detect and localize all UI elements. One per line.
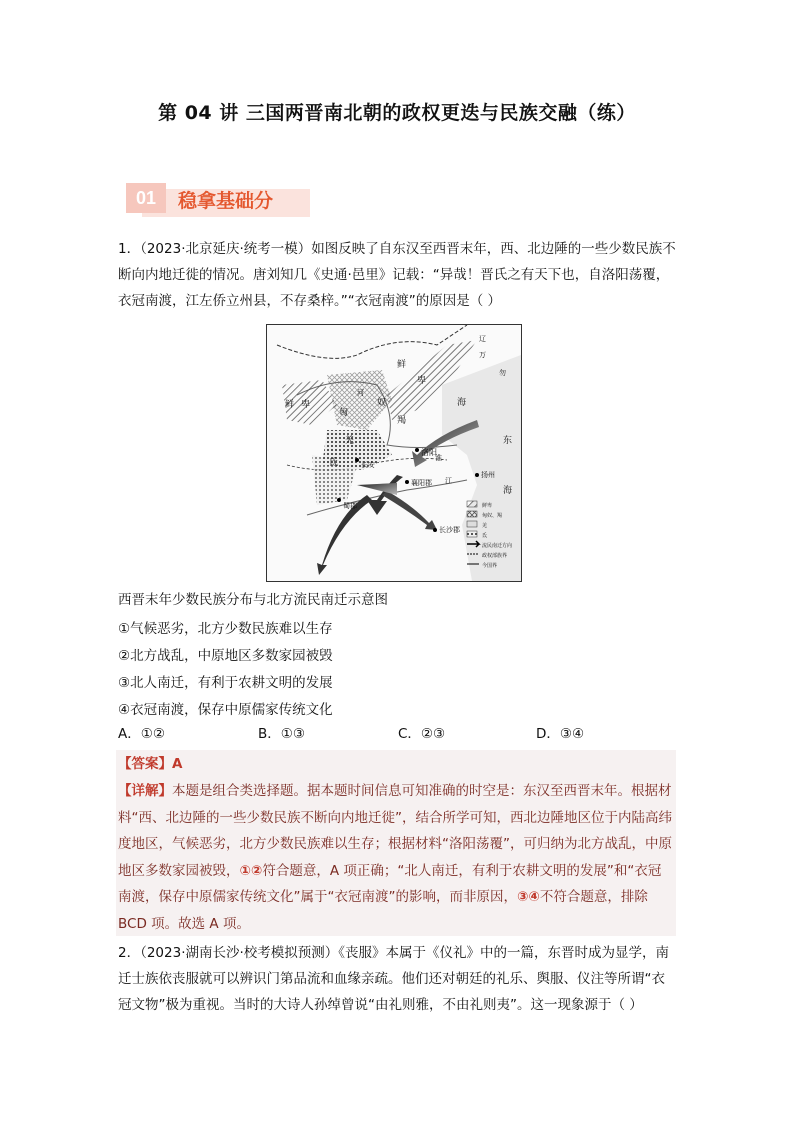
map-label-dong: 东 [503, 436, 513, 446]
choice-a[interactable]: A．①② [118, 726, 165, 742]
answer-value: A [172, 756, 183, 772]
section-label: 稳拿基础分 [178, 190, 274, 212]
answer-line [118, 752, 182, 772]
map-label-xianbei-w: 鲜 [285, 400, 295, 410]
detail-part-2: 符合题意，A 项正确；“北人南迁，有利于农耕文明的发展”和“衣冠南渡，保存中原儒家传统文化”属于“衣冠南渡”的影响，而非原因， [118, 862, 662, 905]
map-label-xianbei-n: 鲜 [397, 360, 407, 370]
legend-label-2: 羌 [482, 523, 488, 529]
map-label-jie: 羯 [397, 416, 407, 426]
legend-label-4: 流民南迁方向 [482, 543, 513, 549]
legend-label-5: 政权部族界 [482, 553, 508, 559]
changan-dot [355, 458, 359, 462]
map-label-huai: 淮 [435, 454, 442, 462]
map-label-bei-w: 卑 [301, 400, 311, 410]
map-label-wu: 勿 [499, 369, 506, 377]
statement-1: ①气候恶劣，北方少数民族难以生存 [118, 621, 333, 637]
map-label-liao: 辽 [479, 335, 486, 343]
map-figure [267, 325, 521, 581]
legend-label-6: 今国界 [482, 563, 498, 569]
map-label-xiongnu: 奴 [377, 398, 387, 408]
migration-map [266, 324, 522, 582]
detail-highlight-1: ①② [239, 862, 263, 879]
detail-highlight-2: ③④ [516, 889, 540, 905]
map-label-xiangyang: 襄阳郡 [411, 479, 432, 487]
map-label-xiong: 匈 [339, 408, 349, 418]
map-label-wan: 万 [479, 351, 486, 359]
shudu-dot [337, 498, 341, 502]
map-label-changan: 长安 [361, 461, 375, 469]
statement-4: ④衣冠南渡，保存中原儒家传统文化 [118, 702, 333, 718]
map-label-he: 河 [357, 389, 364, 397]
choice-d[interactable]: D．③④ [536, 726, 585, 742]
choice-c[interactable]: C．②③ [398, 726, 446, 742]
map-label-luoyang: 洛阳 [421, 448, 437, 457]
section-banner [126, 183, 310, 217]
map-label-shudu: 蜀郡 [343, 502, 357, 510]
detail-text [118, 778, 674, 937]
section-number: 01 [126, 183, 166, 213]
answer-tag: 【答案】 [118, 756, 172, 772]
legend-swatch-qiang [467, 521, 477, 527]
legend-swatch-xiongnu [467, 511, 477, 517]
detail-part-1: 本题是组合类选择题。据本题时间信息可知准确的时空是：东汉至西晋末年。根据材料“西、北边陲的一些少数民族不断向内地迁徙”，结合所学可知，西北边陲地区位于内陆高纬度地区，气候恶劣，北方少数民族难以生存；根据材料“洛阳荡覆”，可归纳为北方战乱，中原地区多数家园被毁， [118, 783, 672, 879]
question-2-stem: 2．（2023·湖南长沙·校考模拟预测）《丧服》本属于《仪礼》中的一篇，东晋时成为显学，南迁士族依丧服就可以辨识门第品流和血缘亲疏。他们还对朝廷的礼乐、舆服、仪注等所谓“衣冠文物”极为重视。当时的大诗人孙绰曾说“由礼则雅，不由礼则夷”。这一现象源于（ ） [118, 945, 670, 1013]
xiangyang-dot [405, 480, 409, 484]
question-1-stem: 1．（2023·北京延庆·统考一模）如图反映了自东汉至西晋末年，西、北边陲的一些少数民族不断向内地迁徙的情况。唐刘知几《史通·邑里》记载：“异哉！晋氏之有天下也，自洛阳荡覆，衣冠南渡，江左侨立州县，不存桑梓。”“衣冠南渡”的原因是（ ） [118, 241, 676, 309]
choice-b[interactable]: B．①③ [258, 726, 305, 742]
detail-tag: 【详解】 [118, 783, 172, 799]
map-label-di: 氐 [329, 458, 339, 468]
legend-label-0: 鲜卑 [482, 503, 493, 509]
map-caption: 西晋末年少数民族分布与北方流民南迁示意图 [118, 592, 388, 608]
legend-swatch-xianbei [467, 501, 477, 507]
legend-label-1: 匈奴、羯 [482, 513, 503, 519]
map-label-changsha: 长沙郡 [439, 526, 460, 534]
legend-label-3: 氐 [482, 533, 488, 539]
map-label-bei-n: 卑 [417, 376, 427, 386]
yangzhou-dot [475, 473, 479, 477]
statement-3: ③北人南迁，有利于农耕文明的发展 [118, 675, 333, 691]
map-label-jiang: 江 [445, 477, 452, 485]
migration-arrow-south [382, 491, 437, 530]
map-label-qiang: 羌 [345, 436, 355, 446]
migration-band [357, 483, 397, 495]
detail-part-3: 不符合题意，排除 BCD 项。故选 A 项。 [118, 889, 648, 932]
map-label-hai: 海 [503, 486, 513, 496]
changsha-dot [433, 528, 437, 532]
page-title: 第 04 讲 三国两晋南北朝的政权更迭与民族交融（练） [158, 102, 636, 124]
map-label-hai-north: 海 [457, 398, 467, 408]
legend-swatch-di [467, 531, 477, 537]
answer-choices [118, 722, 678, 748]
statement-2: ②北方战乱，中原地区多数家园被毁 [118, 648, 333, 664]
luoyang-dot [415, 448, 419, 452]
map-label-yangzhou: 扬州 [481, 471, 495, 479]
answer-explanation [116, 750, 676, 936]
